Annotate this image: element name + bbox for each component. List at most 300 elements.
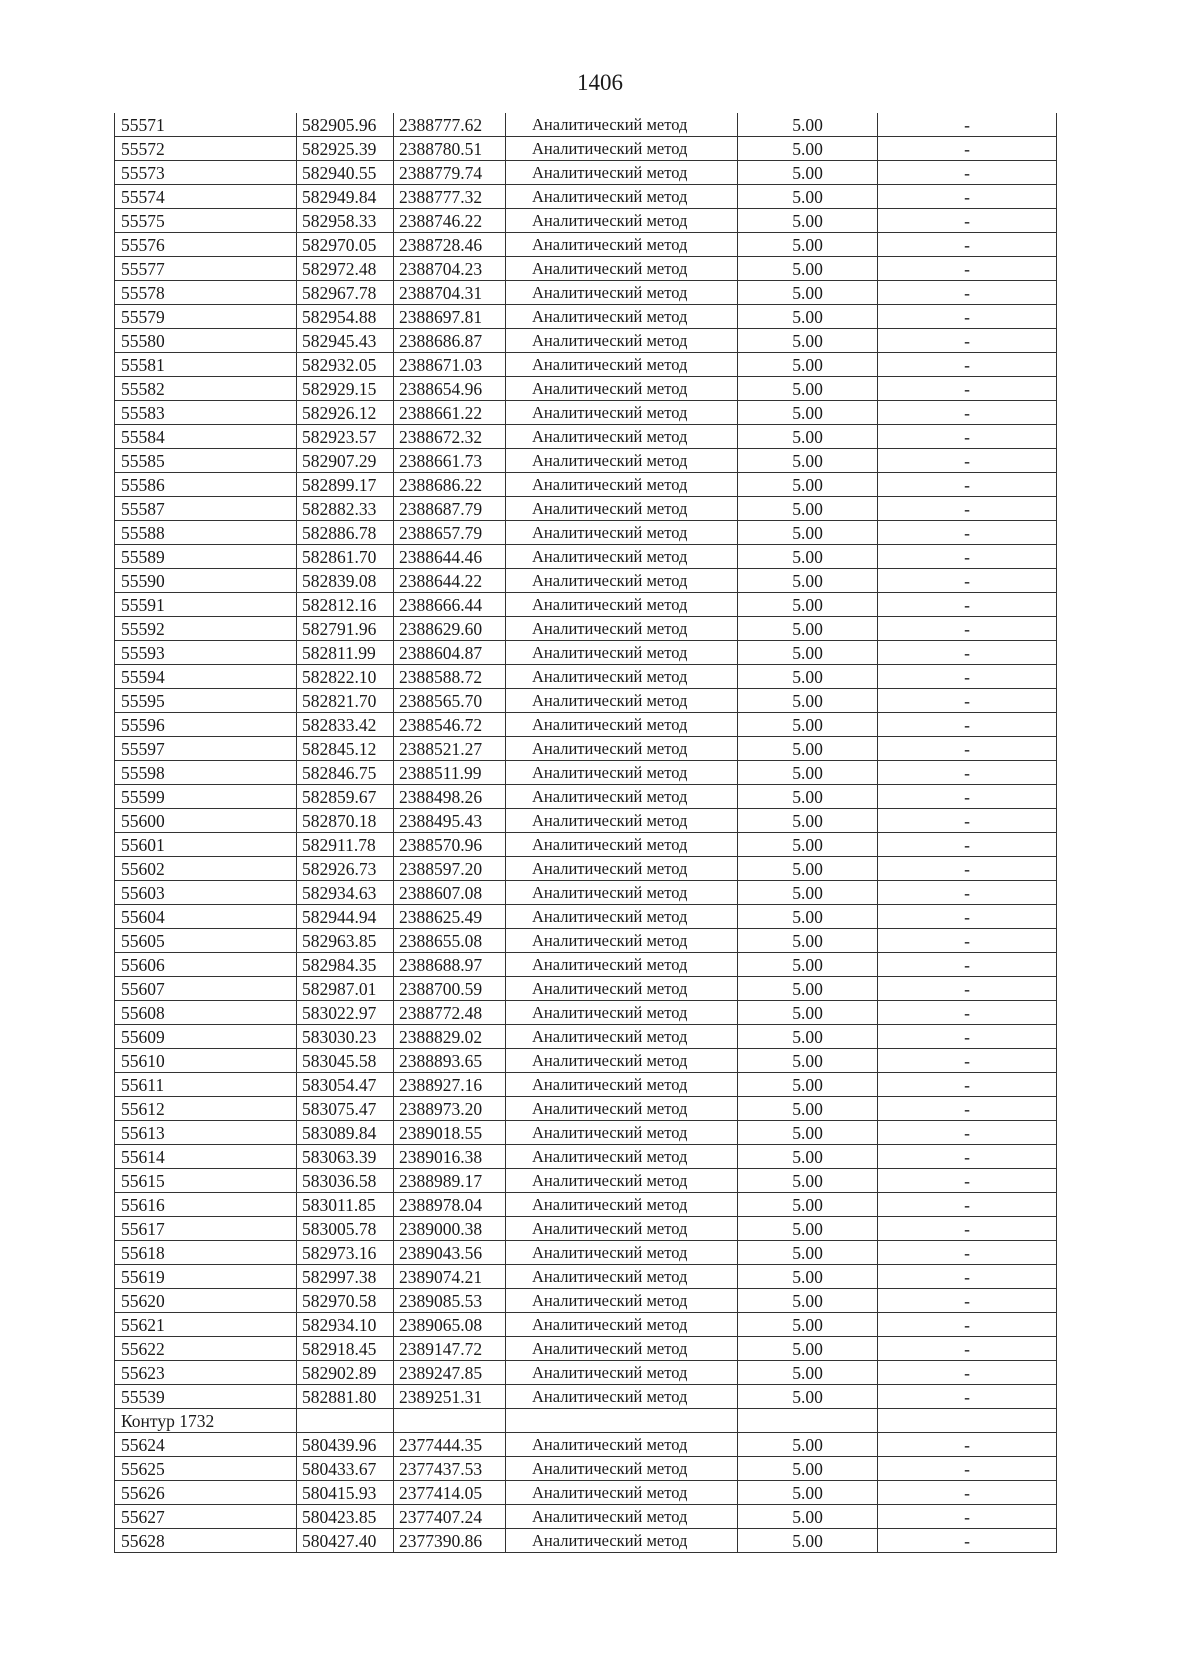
point-id-cell: 55594 <box>115 665 297 689</box>
y-coordinate-cell: 2388687.79 <box>394 497 506 521</box>
method-cell: Аналитический метод <box>506 761 738 785</box>
note-cell: - <box>878 977 1057 1001</box>
accuracy-cell: 5.00 <box>738 137 878 161</box>
x-coordinate-cell: 583089.84 <box>297 1121 394 1145</box>
x-coordinate-cell: 582970.05 <box>297 233 394 257</box>
note-cell: - <box>878 185 1057 209</box>
x-coordinate-cell: 582929.15 <box>297 377 394 401</box>
y-coordinate-cell: 2388989.17 <box>394 1169 506 1193</box>
method-cell: Аналитический метод <box>506 1529 738 1553</box>
table-row <box>115 1145 1057 1169</box>
note-cell: - <box>878 761 1057 785</box>
note-cell: - <box>878 257 1057 281</box>
x-coordinate-cell: 582882.33 <box>297 497 394 521</box>
y-coordinate-cell: 2388597.20 <box>394 857 506 881</box>
x-coordinate-cell: 582940.55 <box>297 161 394 185</box>
point-id-cell: 55603 <box>115 881 297 905</box>
x-coordinate-cell: 582846.75 <box>297 761 394 785</box>
x-coordinate-cell: 582822.10 <box>297 665 394 689</box>
x-coordinate-cell: 582845.12 <box>297 737 394 761</box>
method-cell: Аналитический метод <box>506 1121 738 1145</box>
table-row <box>115 713 1057 737</box>
y-coordinate-cell: 2389018.55 <box>394 1121 506 1145</box>
accuracy-cell: 5.00 <box>738 353 878 377</box>
method-cell: Аналитический метод <box>506 641 738 665</box>
y-coordinate-cell: 2388644.46 <box>394 545 506 569</box>
method-cell: Аналитический метод <box>506 1385 738 1409</box>
note-cell: - <box>878 1361 1057 1385</box>
note-cell: - <box>878 737 1057 761</box>
y-coordinate-cell: 2377390.86 <box>394 1529 506 1553</box>
x-coordinate-cell: 582997.38 <box>297 1265 394 1289</box>
x-coordinate-cell: 583063.39 <box>297 1145 394 1169</box>
point-id-cell: 55626 <box>115 1481 297 1505</box>
accuracy-cell: 5.00 <box>738 857 878 881</box>
table-row <box>115 953 1057 977</box>
point-id-cell: 55609 <box>115 1025 297 1049</box>
table-row <box>115 1337 1057 1361</box>
method-cell: Аналитический метод <box>506 809 738 833</box>
point-id-cell: 55618 <box>115 1241 297 1265</box>
note-cell: - <box>878 353 1057 377</box>
y-coordinate-cell: 2388661.22 <box>394 401 506 425</box>
note-cell: - <box>878 569 1057 593</box>
point-id-cell: 55601 <box>115 833 297 857</box>
accuracy-cell: 5.00 <box>738 1217 878 1241</box>
method-cell: Аналитический метод <box>506 353 738 377</box>
method-cell: Аналитический метод <box>506 1049 738 1073</box>
x-coordinate-cell: 582967.78 <box>297 281 394 305</box>
x-coordinate-cell: 582861.70 <box>297 545 394 569</box>
point-id-cell: 55607 <box>115 977 297 1001</box>
point-id-cell: 55619 <box>115 1265 297 1289</box>
accuracy-cell: 5.00 <box>738 545 878 569</box>
point-id-cell: 55581 <box>115 353 297 377</box>
point-id-cell: 55622 <box>115 1337 297 1361</box>
table-row <box>115 353 1057 377</box>
method-cell: Аналитический метод <box>506 1169 738 1193</box>
accuracy-cell: 5.00 <box>738 377 878 401</box>
point-id-cell: 55623 <box>115 1361 297 1385</box>
x-coordinate-cell: 583075.47 <box>297 1097 394 1121</box>
x-coordinate-cell: 582949.84 <box>297 185 394 209</box>
point-id-cell: 55620 <box>115 1289 297 1313</box>
y-coordinate-cell: 2388686.22 <box>394 473 506 497</box>
accuracy-cell: 5.00 <box>738 569 878 593</box>
y-coordinate-cell: 2388604.87 <box>394 641 506 665</box>
table-row <box>115 1073 1057 1097</box>
y-coordinate-cell: 2388978.04 <box>394 1193 506 1217</box>
empty-cell <box>297 1409 394 1433</box>
table-row <box>115 401 1057 425</box>
accuracy-cell: 5.00 <box>738 1097 878 1121</box>
method-cell: Аналитический метод <box>506 1217 738 1241</box>
point-id-cell: 55625 <box>115 1457 297 1481</box>
accuracy-cell: 5.00 <box>738 1169 878 1193</box>
note-cell: - <box>878 521 1057 545</box>
note-cell: - <box>878 1337 1057 1361</box>
table-row <box>115 1265 1057 1289</box>
table-row <box>115 1505 1057 1529</box>
note-cell: - <box>878 1241 1057 1265</box>
point-id-cell: 55617 <box>115 1217 297 1241</box>
point-id-cell: 55588 <box>115 521 297 545</box>
note-cell: - <box>878 809 1057 833</box>
note-cell: - <box>878 1073 1057 1097</box>
accuracy-cell: 5.00 <box>738 641 878 665</box>
method-cell: Аналитический метод <box>506 257 738 281</box>
method-cell: Аналитический метод <box>506 1097 738 1121</box>
table-row <box>115 785 1057 809</box>
x-coordinate-cell: 582926.73 <box>297 857 394 881</box>
accuracy-cell: 5.00 <box>738 185 878 209</box>
point-id-cell: 55576 <box>115 233 297 257</box>
table-row <box>115 1385 1057 1409</box>
accuracy-cell: 5.00 <box>738 1121 878 1145</box>
method-cell: Аналитический метод <box>506 905 738 929</box>
table-row <box>115 305 1057 329</box>
accuracy-cell: 5.00 <box>738 1265 878 1289</box>
y-coordinate-cell: 2389000.38 <box>394 1217 506 1241</box>
method-cell: Аналитический метод <box>506 1025 738 1049</box>
x-coordinate-cell: 583022.97 <box>297 1001 394 1025</box>
x-coordinate-cell: 582945.43 <box>297 329 394 353</box>
accuracy-cell: 5.00 <box>738 929 878 953</box>
y-coordinate-cell: 2389074.21 <box>394 1265 506 1289</box>
point-id-cell: 55578 <box>115 281 297 305</box>
x-coordinate-cell: 580433.67 <box>297 1457 394 1481</box>
note-cell: - <box>878 545 1057 569</box>
accuracy-cell: 5.00 <box>738 1457 878 1481</box>
y-coordinate-cell: 2388625.49 <box>394 905 506 929</box>
method-cell: Аналитический метод <box>506 1361 738 1385</box>
note-cell: - <box>878 713 1057 737</box>
y-coordinate-cell: 2388746.22 <box>394 209 506 233</box>
x-coordinate-cell: 582859.67 <box>297 785 394 809</box>
point-id-cell: 55605 <box>115 929 297 953</box>
point-id-cell: 55592 <box>115 617 297 641</box>
point-id-cell: 55571 <box>115 113 297 137</box>
table-row <box>115 257 1057 281</box>
method-cell: Аналитический метод <box>506 1433 738 1457</box>
method-cell: Аналитический метод <box>506 593 738 617</box>
point-id-cell: 55614 <box>115 1145 297 1169</box>
table-row <box>115 1169 1057 1193</box>
accuracy-cell: 5.00 <box>738 809 878 833</box>
table-row <box>115 617 1057 641</box>
method-cell: Аналитический метод <box>506 785 738 809</box>
y-coordinate-cell: 2388607.08 <box>394 881 506 905</box>
x-coordinate-cell: 582987.01 <box>297 977 394 1001</box>
x-coordinate-cell: 582918.45 <box>297 1337 394 1361</box>
table-row <box>115 641 1057 665</box>
table-row <box>115 809 1057 833</box>
table-row <box>115 833 1057 857</box>
x-coordinate-cell: 582932.05 <box>297 353 394 377</box>
table-row <box>115 929 1057 953</box>
accuracy-cell: 5.00 <box>738 593 878 617</box>
method-cell: Аналитический метод <box>506 1457 738 1481</box>
accuracy-cell: 5.00 <box>738 329 878 353</box>
x-coordinate-cell: 582870.18 <box>297 809 394 833</box>
note-cell: - <box>878 233 1057 257</box>
x-coordinate-cell: 582899.17 <box>297 473 394 497</box>
y-coordinate-cell: 2388498.26 <box>394 785 506 809</box>
table-row <box>115 905 1057 929</box>
table-row <box>115 449 1057 473</box>
x-coordinate-cell: 582926.12 <box>297 401 394 425</box>
y-coordinate-cell: 2388780.51 <box>394 137 506 161</box>
method-cell: Аналитический метод <box>506 689 738 713</box>
accuracy-cell: 5.00 <box>738 1193 878 1217</box>
note-cell: - <box>878 881 1057 905</box>
method-cell: Аналитический метод <box>506 209 738 233</box>
y-coordinate-cell: 2388927.16 <box>394 1073 506 1097</box>
y-coordinate-cell: 2388688.97 <box>394 953 506 977</box>
method-cell: Аналитический метод <box>506 425 738 449</box>
accuracy-cell: 5.00 <box>738 1313 878 1337</box>
y-coordinate-cell: 2389251.31 <box>394 1385 506 1409</box>
x-coordinate-cell: 582812.16 <box>297 593 394 617</box>
y-coordinate-cell: 2389085.53 <box>394 1289 506 1313</box>
accuracy-cell: 5.00 <box>738 881 878 905</box>
y-coordinate-cell: 2388728.46 <box>394 233 506 257</box>
note-cell: - <box>878 497 1057 521</box>
accuracy-cell: 5.00 <box>738 1481 878 1505</box>
table-row <box>115 665 1057 689</box>
table-row <box>115 977 1057 1001</box>
y-coordinate-cell: 2388973.20 <box>394 1097 506 1121</box>
accuracy-cell: 5.00 <box>738 1337 878 1361</box>
table-row <box>115 209 1057 233</box>
accuracy-cell: 5.00 <box>738 425 878 449</box>
note-cell: - <box>878 1433 1057 1457</box>
table-row <box>115 1241 1057 1265</box>
point-id-cell: 55600 <box>115 809 297 833</box>
table-row <box>115 545 1057 569</box>
x-coordinate-cell: 582984.35 <box>297 953 394 977</box>
note-cell: - <box>878 1385 1057 1409</box>
note-cell: - <box>878 1025 1057 1049</box>
empty-cell <box>394 1409 506 1433</box>
note-cell: - <box>878 905 1057 929</box>
method-cell: Аналитический метод <box>506 1193 738 1217</box>
table-row <box>115 761 1057 785</box>
table-row <box>115 1097 1057 1121</box>
x-coordinate-cell: 582905.96 <box>297 113 394 137</box>
y-coordinate-cell: 2388565.70 <box>394 689 506 713</box>
note-cell: - <box>878 1001 1057 1025</box>
note-cell: - <box>878 617 1057 641</box>
table-row <box>115 329 1057 353</box>
point-id-cell: 55627 <box>115 1505 297 1529</box>
point-id-cell: 55539 <box>115 1385 297 1409</box>
method-cell: Аналитический метод <box>506 1073 738 1097</box>
note-cell: - <box>878 377 1057 401</box>
method-cell: Аналитический метод <box>506 713 738 737</box>
method-cell: Аналитический метод <box>506 1265 738 1289</box>
y-coordinate-cell: 2389147.72 <box>394 1337 506 1361</box>
y-coordinate-cell: 2388686.87 <box>394 329 506 353</box>
note-cell: - <box>878 785 1057 809</box>
y-coordinate-cell: 2377444.35 <box>394 1433 506 1457</box>
accuracy-cell: 5.00 <box>738 1385 878 1409</box>
point-id-cell: 55577 <box>115 257 297 281</box>
accuracy-cell: 5.00 <box>738 281 878 305</box>
note-cell: - <box>878 929 1057 953</box>
empty-cell <box>506 1409 738 1433</box>
table-row <box>115 377 1057 401</box>
accuracy-cell: 5.00 <box>738 1289 878 1313</box>
method-cell: Аналитический метод <box>506 545 738 569</box>
note-cell: - <box>878 449 1057 473</box>
method-cell: Аналитический метод <box>506 737 738 761</box>
y-coordinate-cell: 2388661.73 <box>394 449 506 473</box>
note-cell: - <box>878 1049 1057 1073</box>
table-row <box>115 1361 1057 1385</box>
x-coordinate-cell: 582963.85 <box>297 929 394 953</box>
method-cell: Аналитический метод <box>506 449 738 473</box>
y-coordinate-cell: 2388588.72 <box>394 665 506 689</box>
x-coordinate-cell: 582972.48 <box>297 257 394 281</box>
note-cell: - <box>878 1217 1057 1241</box>
table-row <box>115 1001 1057 1025</box>
note-cell: - <box>878 473 1057 497</box>
method-cell: Аналитический метод <box>506 137 738 161</box>
accuracy-cell: 5.00 <box>738 617 878 641</box>
table-row <box>115 497 1057 521</box>
table-row <box>115 689 1057 713</box>
table-row <box>115 281 1057 305</box>
table-row <box>115 521 1057 545</box>
y-coordinate-cell: 2388644.22 <box>394 569 506 593</box>
method-cell: Аналитический метод <box>506 665 738 689</box>
method-cell: Аналитический метод <box>506 521 738 545</box>
note-cell: - <box>878 641 1057 665</box>
table-row <box>115 1289 1057 1313</box>
accuracy-cell: 5.00 <box>738 785 878 809</box>
x-coordinate-cell: 583030.23 <box>297 1025 394 1049</box>
accuracy-cell: 5.00 <box>738 233 878 257</box>
y-coordinate-cell: 2388779.74 <box>394 161 506 185</box>
note-cell: - <box>878 833 1057 857</box>
x-coordinate-cell: 583036.58 <box>297 1169 394 1193</box>
point-id-cell: 55615 <box>115 1169 297 1193</box>
note-cell: - <box>878 1505 1057 1529</box>
y-coordinate-cell: 2388666.44 <box>394 593 506 617</box>
method-cell: Аналитический метод <box>506 1001 738 1025</box>
coordinates-table-body <box>115 113 1057 1553</box>
y-coordinate-cell: 2389247.85 <box>394 1361 506 1385</box>
y-coordinate-cell: 2388671.03 <box>394 353 506 377</box>
x-coordinate-cell: 582902.89 <box>297 1361 394 1385</box>
x-coordinate-cell: 582925.39 <box>297 137 394 161</box>
y-coordinate-cell: 2388893.65 <box>394 1049 506 1073</box>
accuracy-cell: 5.00 <box>738 161 878 185</box>
note-cell: - <box>878 137 1057 161</box>
y-coordinate-cell: 2388511.99 <box>394 761 506 785</box>
point-id-cell: 55611 <box>115 1073 297 1097</box>
note-cell: - <box>878 1481 1057 1505</box>
note-cell: - <box>878 1265 1057 1289</box>
method-cell: Аналитический метод <box>506 1145 738 1169</box>
point-id-cell: 55608 <box>115 1001 297 1025</box>
accuracy-cell: 5.00 <box>738 209 878 233</box>
section-label: Контур 1732 <box>115 1409 297 1433</box>
point-id-cell: 55575 <box>115 209 297 233</box>
note-cell: - <box>878 401 1057 425</box>
accuracy-cell: 5.00 <box>738 1505 878 1529</box>
note-cell: - <box>878 281 1057 305</box>
x-coordinate-cell: 580423.85 <box>297 1505 394 1529</box>
point-id-cell: 55621 <box>115 1313 297 1337</box>
table-row <box>115 425 1057 449</box>
table-row <box>115 137 1057 161</box>
note-cell: - <box>878 425 1057 449</box>
x-coordinate-cell: 580427.40 <box>297 1529 394 1553</box>
y-coordinate-cell: 2388700.59 <box>394 977 506 1001</box>
accuracy-cell: 5.00 <box>738 473 878 497</box>
y-coordinate-cell: 2388521.27 <box>394 737 506 761</box>
note-cell: - <box>878 953 1057 977</box>
point-id-cell: 55586 <box>115 473 297 497</box>
point-id-cell: 55597 <box>115 737 297 761</box>
note-cell: - <box>878 1457 1057 1481</box>
table-row <box>115 857 1057 881</box>
accuracy-cell: 5.00 <box>738 833 878 857</box>
y-coordinate-cell: 2377407.24 <box>394 1505 506 1529</box>
x-coordinate-cell: 582958.33 <box>297 209 394 233</box>
point-id-cell: 55584 <box>115 425 297 449</box>
y-coordinate-cell: 2388629.60 <box>394 617 506 641</box>
accuracy-cell: 5.00 <box>738 1433 878 1457</box>
point-id-cell: 55574 <box>115 185 297 209</box>
point-id-cell: 55596 <box>115 713 297 737</box>
point-id-cell: 55573 <box>115 161 297 185</box>
y-coordinate-cell: 2389016.38 <box>394 1145 506 1169</box>
y-coordinate-cell: 2388704.31 <box>394 281 506 305</box>
accuracy-cell: 5.00 <box>738 257 878 281</box>
note-cell: - <box>878 1193 1057 1217</box>
x-coordinate-cell: 582811.99 <box>297 641 394 665</box>
note-cell: - <box>878 305 1057 329</box>
y-coordinate-cell: 2388777.32 <box>394 185 506 209</box>
y-coordinate-cell: 2388772.48 <box>394 1001 506 1025</box>
point-id-cell: 55583 <box>115 401 297 425</box>
section-row <box>115 1409 1057 1433</box>
method-cell: Аналитический метод <box>506 833 738 857</box>
table-row <box>115 881 1057 905</box>
method-cell: Аналитический метод <box>506 497 738 521</box>
note-cell: - <box>878 209 1057 233</box>
y-coordinate-cell: 2388495.43 <box>394 809 506 833</box>
coordinates-table <box>114 113 1057 1553</box>
table-row <box>115 185 1057 209</box>
accuracy-cell: 5.00 <box>738 953 878 977</box>
y-coordinate-cell: 2377414.05 <box>394 1481 506 1505</box>
x-coordinate-cell: 582881.80 <box>297 1385 394 1409</box>
table-row <box>115 1457 1057 1481</box>
y-coordinate-cell: 2389065.08 <box>394 1313 506 1337</box>
method-cell: Аналитический метод <box>506 329 738 353</box>
method-cell: Аналитический метод <box>506 857 738 881</box>
accuracy-cell: 5.00 <box>738 713 878 737</box>
x-coordinate-cell: 582839.08 <box>297 569 394 593</box>
table-row <box>115 1433 1057 1457</box>
x-coordinate-cell: 582833.42 <box>297 713 394 737</box>
table-row <box>115 1121 1057 1145</box>
y-coordinate-cell: 2388655.08 <box>394 929 506 953</box>
